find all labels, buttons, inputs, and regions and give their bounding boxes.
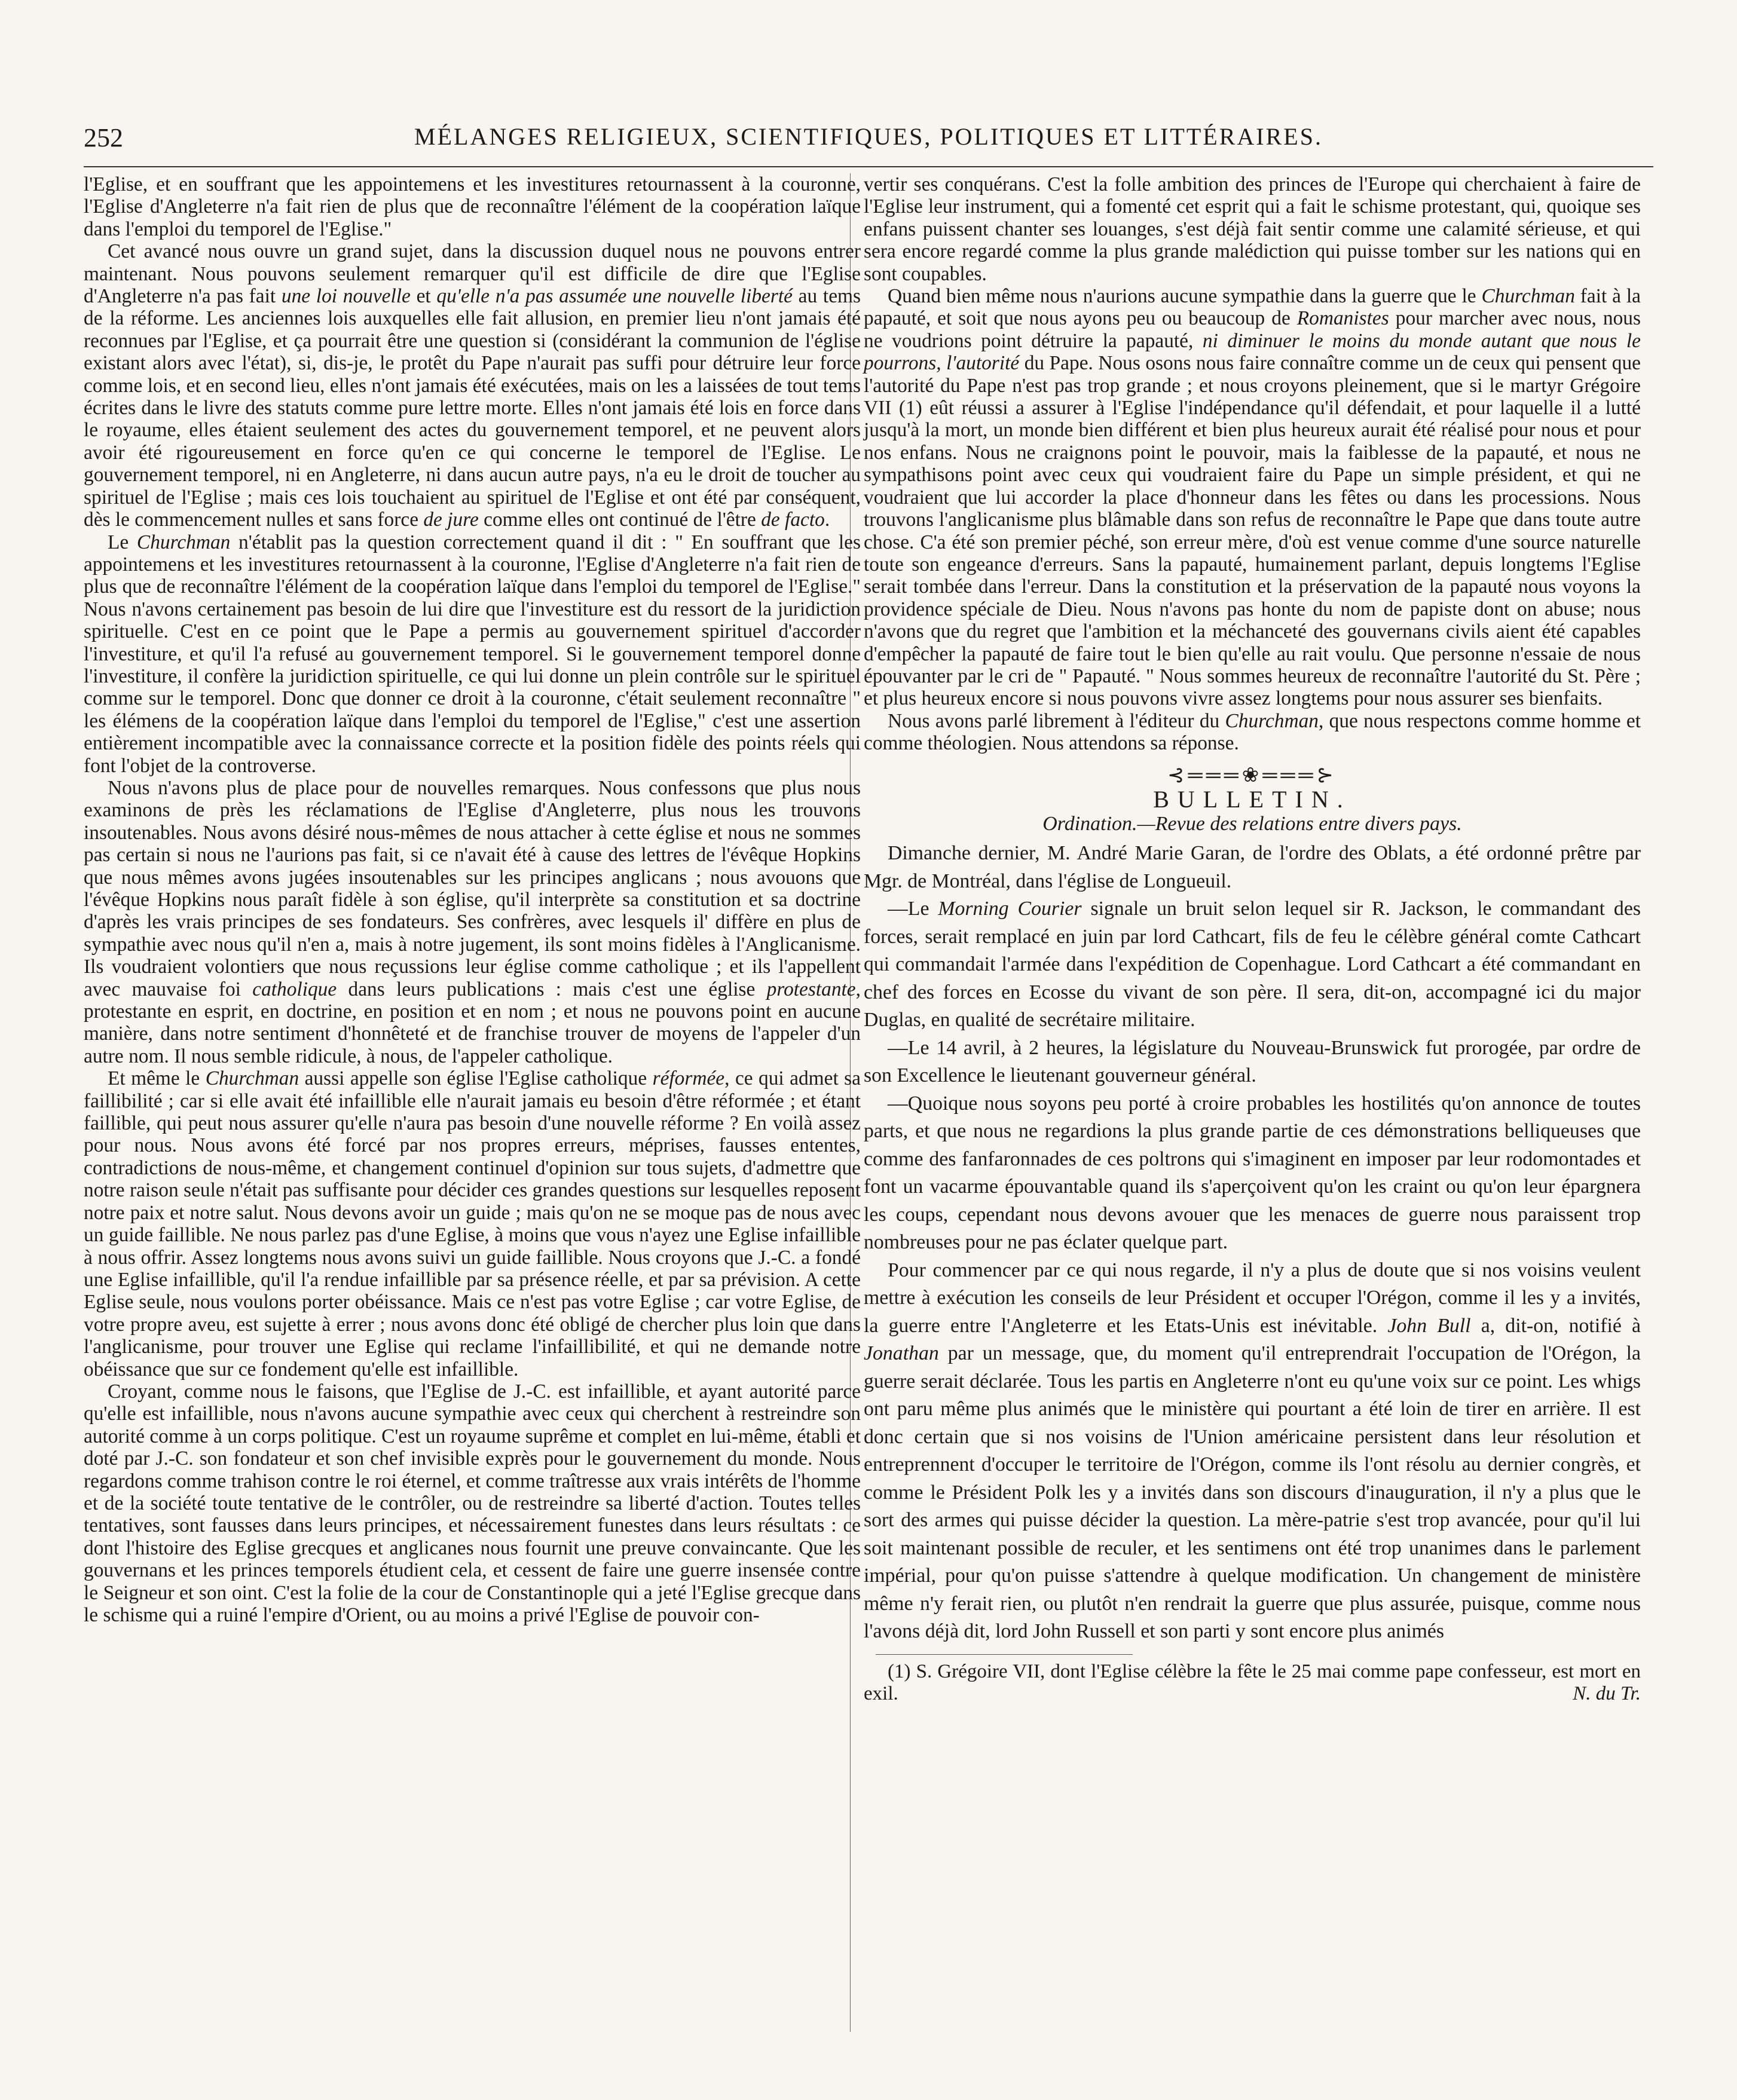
paragraph: Nous avons parlé librement à l'éditeur du Churchman, que nous respectons comme homme et comme théologien. Nous attendons sa réponse. [864, 709, 1641, 755]
bulletin-item: Dimanche dernier, M. André Marie Garan, de l'ordre des Oblats, a été ordonné prêtre par Mgr. de Montréal, dans l'église de Longueuil. [864, 842, 1641, 892]
journal-title: MÉLANGES RELIGIEUX, SCIENTIFIQUES, POLITIQUES ET LITTÉRAIRES. [414, 123, 1323, 150]
paragraph: Quand bien même nous n'aurions aucune sympathie dans la guerre que le Churchman fait à la papauté, et soit que nous ayons peu ou beaucoup de Romanistes pour marcher avec nous, nous ne voudrions point détruire la papauté, ni diminuer le moins du monde autant que nous le pourrons, l'autorité du Pape. Nous osons nous faire connaître comme un de ceux qui pensent que l'autorité du Pape n'est pas trop grande ; et nous croyons pleinement, que si le martyr Grégoire VII (1) eût réussi a assurer à l'Eglise l'indépendance qu'il défendait, et pour laquelle il a lutté jusqu'à la mort, un monde bien différent et bien plus heureux aurait été réalisé pour nous et pour nos enfans. Nous ne craignons point le pouvoir, mais la faiblesse de la papauté, et nous ne sympathisons point avec ceux qui voudraient faire du Pape un simple président, et qui ne voudraient que lui accorder la place d'honneur dans les fêtes ou dans les processions. Nous trouvons l'anglicanisme plus blâmable dans son refus de reconnaître le Pape que dans toute autre chose. C'a été son premier péché, son erreur mère, d'où est venue comme d'une source naturelle toute son engeance d'erreurs. Sans la papauté, humainement parlant, depuis longtems l'Eglise serait tombée dans l'erreur. Dans la constitution et la préservation de la papauté nous voyons la providence spéciale de Dieu. Nous n'avons pas honte du nom de papiste dont on abuse; nous n'avons que du regret que l'ambition et la méchanceté des gouvernans civils aient été capables d'empêcher la papauté de faire tout le bien qu'elle au rait voulu. Que personne n'essaie de nous épouvanter par le cri de " Papauté. " Nous sommes heureux de reconnaître l'autorité du St. Père ; et plus heureux encore si nous pouvons vivre assez longtems pour nous assurer ses bienfaits. [864, 285, 1641, 710]
bulletin-item: —Le Morning Courier signale un bruit selon lequel sir R. Jackson, le commandant des forces, serait remplacé en juin par lord Cathcart, fils de feu le célèbre général comte Cathcart qui commandait l'armée dans l'expédition de Copenhague. Lord Cathcart a été commandant en chef des forces en Ecosse du vivant de son père. Il sera, dit-on, accompagné ici du major Duglas, en qualité de secrétaire militaire. [864, 898, 1641, 1031]
bulletin-item: Pour commencer par ce qui nous regarde, il n'y a plus de doute que si nos voisins veulent mettre à exécution les conseils de leur Président et occuper l'Orégon, comme il les y a invités, la guerre entre l'Angleterre et les Etats-Unis est inévitable. John Bull a, dit-on, notifié à Jonathan par un message, que, du moment qu'il entreprendrait l'occupation de l'Orégon, la guerre serait déclarée. Tous les partis en Angleterre n'ont eu qu'une voix sur ce point. Les whigs ont paru même plus animés que le ministère qui pourtant a été loin de tirer en arrière. Il est donc certain que si nos voisins de l'Union américaine persistent dans leur résolution et entreprennent d'occuper le territoire de l'Orégon, comme ils l'ont résolu au dernier congrès, et comme le Président Polk les y a invités dans son discours d'inauguration, il n'y a plus que le sort des armes qui puisse décider la question. La mère-patrie s'est trop avancée, pour qu'il lui soit maintenant possible de reculer, et les sentimens ont été trop unanimes dans le parlement impérial, pour qu'on puisse s'attendre à quelque modification. Un changement de ministère même n'y ferait rien, ou plutôt n'en rendrait la guerre que plus assurée, puisque, comme nous l'avons déjà dit, lord John Russell et son parti y sont encore plus animés [864, 1259, 1641, 1643]
bulletin-section [864, 840, 1641, 1646]
paragraph: Nous n'avons plus de place pour de nouvelles remarques. Nous confessons que plus nous examinons de près les réclamations de l'Eglise d'Angleterre, plus nous les trouvons insoutenables. Nous avons désiré nous-mêmes de nous attacher à cette église et nous ne sommes pas certain si nous ne l'aurions pas fait, si ce n'avait été à cause des lettres de l'évêque Hopkins que nous mêmes avons jugées insoutenables sur les principes anglicans ; nous avouons que l'évêque Hopkins nous paraît fidèle à son église, qu'il interprète sa constitution et sa doctrine d'après les vrais principes de ses fondateurs. Ses confrères, avec lesquels il' diffère en plus de sympathie avec nous qu'il n'en a, mais à notre jugement, ils sont moins fidèles à l'Anglicanisme. Ils voudraient volontiers que nous reçussions leur église comme catholique ; et ils l'appellent avec mauvaise foi catholique dans leurs publications : mais c'est une église protestante, protestante en esprit, en doctrine, en position et en nom ; et nous ne pouvons point en aucune manière, dans notre sentiment d'honnêteté et de franchise trouver de moyens de l'appeler d'un autre nom. Il nous semble ridicule, à nous, de l'appeler catholique. [84, 776, 861, 1067]
paragraph: Croyant, comme nous le faisons, que l'Eglise de J.-C. est infaillible, et ayant autorité parce qu'elle est infaillible, nous n'avons aucune sympathie avec ceux qui cherchent à restreindre son autorité comme à un corps politique. C'est un royaume suprême et complet en lui-même, établi et doté par J.-C. son fondateur et son chef invisible exprès pour le gouvernement du monde. Nous regardons comme trahison contre le roi éternel, et comme traîtresse aux vrais intérêts de l'homme et de la société toute tentative de le contrôler, ou de restreindre sa liberté d'action. Toutes telles tentatives, sont fausses dans leurs principes, et nécessairement funestes dans leurs résultats : ce dont l'histoire des Eglise grecques et anglicanes nous fournit une preuve convaincante. Que les gouvernans et les princes temporels étudient cela, et cessent de faire une guerre insensée contre le Seigneur et son oint. C'est la folie de la cour de Constantinople qui a jeté l'Eglise grecque dans le schisme qui a ruiné l'empire d'Orient, ou au moins a privé l'Eglise de pouvoir con- [84, 1380, 861, 1626]
paragraph: vertir ses conquérans. C'est la folle ambition des princes de l'Europe qui cherchaient à faire de l'Eglise leur instrument, qui a fomenté cet esprit qui a fait le schisme protestant, qui, quoique ses enfans puissent chanter ses louanges, s'est déjà fait sentir comme une calamité sérieuse, et qui sera encore regardé comme la plus grande malédiction qui puisse tomber sur les nations qui en sont coupables. [864, 173, 1641, 285]
footnote-rule [876, 1654, 1133, 1655]
running-head [84, 123, 1653, 158]
bulletin-subtitle: Ordination.—Revue des relations entre divers pays. [1042, 812, 1462, 835]
paragraph: Et même le Churchman aussi appelle son église l'Eglise catholique réformée, ce qui admet sa faillibilité ; car si elle avait été infaillible elle n'aurait jamais eu besoin d'être réformée ; et étant faillible, qui peut nous assurer qu'elle n'aura pas besoin d'une nouvelle réforme ? En voilà assez pour nous. Nous avons été forcé par nos propres erreurs, méprises, fausses ententes, contradictions de nous-même, et changement continuel d'opinion sur tous sujets, d'admettre que notre raison seule n'était pas suffisante pour décider ces grandes questions sur lesquelles reposent notre paix et notre salut. Nous devons avoir un guide ; mais qu'on ne se moque pas de nous avec un guide faillible. Ne nous parlez pas d'une Eglise, à moins que vous n'ayez une Eglise infaillible à nous offrir. Assez longtems nous avons suivi un guide faillible. Nous croyons que J.-C. a fondé une Eglise infaillible, qu'il l'a rendue infaillible par sa présence réelle, et par sa prévision. A cette Eglise seule, nous voulons porter obéissance. Mais ce n'est pas votre Eglise ; car votre Eglise, de votre propre aveu, est sujette à errer ; nous avons donc été obligé de chercher plus loin que dans l'anglicanisme, pour trouver une Eglise qui reclame l'infaillibilité, et qui ne demande notre obéissance que sur ce fondement qu'elle est infaillible. [84, 1067, 861, 1380]
header-rule [84, 166, 1653, 167]
paragraph: Le Churchman n'établit pas la question correctement quand il dit : " En souffrant que les appointemens et les investitures retournassent à la couronne, l'Eglise d'Angleterre n'a fait rien de plus que de reconnaître l'élément de la coopération laïque dans l'emploi du temporel de l'Eglise." Nous n'avons certainement pas besoin de lui dire que l'investiture est du ressort de la juridiction spirituelle. C'est en ce point que le Pape a permis au gouvernement spirituel d'accorder l'investiture, et qu'il l'a refusé au gouvernement temporel. Si le gouvernement temporel donne l'investiture, il confère la juridiction spirituelle, ce qui lui donne un plein contrôle sur le spirituel comme sur le temporel. Donc que donner ce droit à la couronne, c'était seulement reconnaître " les élémens de la coopération laïque dans l'emploi du temporel de l'Eglise," c'est une assertion entièrement incompatible avec la connaissance correcte et la position fidèle des points réels qui font l'objet de la controverse. [84, 531, 861, 777]
paragraph: Cet avancé nous ouvre un grand sujet, dans la discussion duquel nous ne pouvons entrer maintenant. Nous pouvons seulement remarquer qu'il est difficile de dire que l'Eglise d'Angleterre n'a pas fait une loi nouvelle et qu'elle n'a pas assumée une nouvelle liberté au tems de la réforme. Les anciennes lois auxquelles elle fait allusion, en premier lieu n'ont jamais été reconnues par l'Eglise, et ça pourrait être une question si (considérant la communion de l'église existant alors avec l'état), si, dis-je, le protêt du Pape n'aurait pas suffi pour détruire leur force comme lois, et en second lieu, elles n'ont jamais été exécutées, mais on les a laissées de tout tems écrites dans le livre des statuts comme pure lettre morte. Elles n'ont jamais été lois en force dans le royaume, elles étaient seulement des actes du gouvernement temporel, et ne peuvent alors avoir été rigoureusement en force qu'en ce qui concerne le temporel de l'Eglise. Le gouvernement temporel, ni en Angleterre, ni dans aucun autre pays, n'a eu le droit de toucher au spirituel de l'Eglise ; mais ces lois touchaient au spirituel de l'Eglise et ont été par conséquent, dès le commencement nulles et sans force de jure comme elles ont continué de l'être de facto. [84, 240, 861, 531]
bulletin-item: —Quoique nous soyons peu porté à croire probables les hostilités qu'on annonce de toutes parts, et que nous ne regardions la plus grande partie de ces démonstrations belliqueuses que comme des fanfaronnades de ces poltrons qui s'imaginent en imposer par leur rodomontades et font un vacarme épouvantable quand ils s'aperçoivent qu'on les craint ou qu'on leur épargnera les coups, cependant nous devons avouer que les menaces de guerre nous paraissent trop nombreuses pour ne pas éclater quelque part. [864, 1092, 1641, 1254]
bulletin-title: BULLETIN. [1153, 785, 1351, 813]
left-column [84, 173, 861, 1626]
footnote-signature: N. du Tr. [1573, 1682, 1641, 1704]
ornament-divider: ⊰═══❀═══⊱ [1167, 764, 1337, 786]
bulletin-item: —Le 14 avril, à 2 heures, la législature du Nouveau-Brunswick fut prorogée, par ordre de son Excellence le lieutenant gouverneur général. [864, 1036, 1641, 1087]
page-number: 252 [84, 123, 123, 152]
paragraph: l'Eglise, et en souffrant que les appointemens et les investitures retournassent à la couronne, l'Eglise d'Angleterre n'a fait rien de plus que de reconnaître l'élément de la coopération laïque dans l'emploi du temporel de l'Eglise." [84, 173, 861, 240]
right-column [864, 173, 1641, 1705]
footnote: (1) S. Grégoire VII, dont l'Eglise célèbre la fête le 25 mai comme pape confesseur, est mort en exil. N. du Tr. [864, 1660, 1641, 1704]
